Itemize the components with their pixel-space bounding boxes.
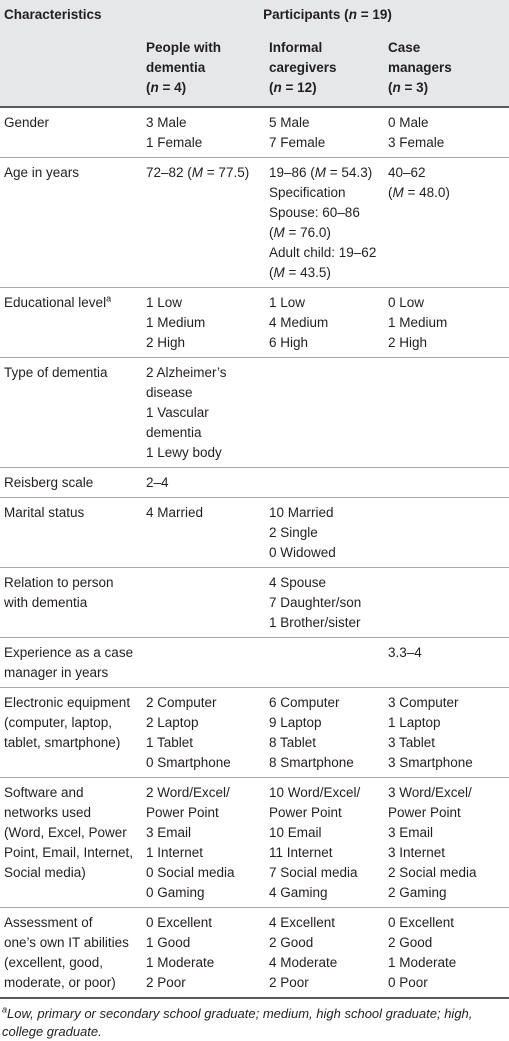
cell-line: 1 Low (146, 295, 183, 310)
cell-line: Social media) (4, 865, 86, 880)
table-row-education (0, 288, 509, 358)
cell-case-managers (388, 468, 509, 498)
cell-line: Marital status (4, 505, 85, 520)
row-label (0, 638, 146, 688)
cell-informal-caregivers (269, 778, 388, 908)
cell-line: manager in years (4, 665, 109, 680)
cell-line: (computer, laptop, (4, 715, 113, 730)
cell-line: with dementia (4, 595, 88, 610)
cell-line: 0 Gaming (146, 885, 205, 900)
cell-line: 3 Internet (388, 845, 446, 860)
cell-line: 2 Poor (146, 975, 186, 990)
table-footnote: $^a$Low, primary or secondary school graduate; medium, high school graduate; high, college graduate. (0, 997, 509, 1041)
cell-informal-caregivers (269, 638, 388, 688)
table-row-equipment (0, 688, 509, 778)
cell-line: 1 Vascular (146, 405, 209, 420)
row-label (0, 778, 146, 908)
cell-case-managers (388, 778, 509, 908)
cell-line: 3 Male (146, 115, 187, 130)
cell-line: 2 Computer (146, 695, 217, 710)
cell-line: 10 Word/Excel/ (269, 785, 361, 800)
cell-line: 4 Gaming (269, 885, 328, 900)
group-header-case-managers: Case managers (n = 3) (388, 36, 509, 108)
table-row-software (0, 778, 509, 908)
table-row-experience (0, 638, 509, 688)
cell-informal-caregivers (269, 498, 388, 568)
cell-line: 1 Moderate (388, 955, 457, 970)
cell-informal-caregivers: 19–86 (M = 54.3) Specification Spouse: 60–86 (M = 76.0) Adult child: 19–62 (M = 43.5) (269, 158, 388, 288)
cell-line: tablet, smartphone) (4, 735, 121, 750)
cell-case-managers (388, 568, 509, 638)
cell-people-with-dementia (146, 568, 269, 638)
row-label (0, 908, 146, 998)
cell-line: 8 Tablet (269, 735, 317, 750)
cell-line: Type of dementia (4, 365, 108, 380)
cell-line: 2 Good (269, 935, 314, 950)
row-label (0, 688, 146, 778)
cell-line: Power Point (388, 805, 461, 820)
cell-line: 2 High (146, 335, 186, 350)
row-label (0, 468, 146, 498)
cell-line: 4 Moderate (269, 955, 338, 970)
cell-line: 2 Laptop (146, 715, 199, 730)
cell-informal-caregivers (269, 908, 388, 998)
group-header-people-with-dementia: People with dementia (n = 4) (146, 36, 269, 108)
cell-line: 1 Moderate (146, 955, 215, 970)
characteristics-header: Characteristics (0, 0, 146, 36)
cell-line: 3 Computer (388, 695, 459, 710)
cell-people-with-dementia (146, 688, 269, 778)
row-label (0, 107, 146, 158)
cell-people-with-dementia (146, 908, 269, 998)
cell-people-with-dementia (146, 778, 269, 908)
cell-line: 2 Poor (269, 975, 309, 990)
cell-line: 0 Widowed (269, 545, 336, 560)
cell-people-with-dementia (146, 498, 269, 568)
cell-line: 3.3–4 (388, 645, 422, 660)
cell-line: one’s own IT abilities (4, 935, 129, 950)
footnote-marker: a (2, 1004, 8, 1015)
table-row-it-abilities (0, 908, 509, 998)
cell-line: Age in years (4, 165, 80, 180)
cell-line: 0 Excellent (388, 915, 455, 930)
cell-case-managers (388, 638, 509, 688)
cell-line: 1 Medium (146, 315, 206, 330)
cell-line: 10 Married (269, 505, 334, 520)
cell-informal-caregivers (269, 358, 388, 468)
row-label (0, 498, 146, 568)
table-row-age (0, 158, 509, 288)
participants-header: Participants (n = 19) (146, 0, 509, 36)
cell-line: 1 Internet (146, 845, 204, 860)
cell-line: 4 Married (146, 505, 204, 520)
cell-line: (excellent, good, (4, 955, 104, 970)
cell-line: 1 Low (269, 295, 306, 310)
row-label (0, 158, 146, 288)
header-row-2 (0, 36, 509, 108)
cell-line: 5 Male (269, 115, 310, 130)
cell-line: 2–4 (146, 475, 169, 490)
cell-people-with-dementia (146, 468, 269, 498)
cell-line: 2 Alzheimer’s (146, 365, 227, 380)
cell-informal-caregivers (269, 288, 388, 358)
cell-line: Power Point (269, 805, 342, 820)
cell-line: 3 Email (388, 825, 434, 840)
cell-line: 2 High (388, 335, 428, 350)
cell-line: (Word, Excel, Power (4, 825, 127, 840)
footnote-marker: a (106, 293, 112, 304)
cell-line: 1 Medium (388, 315, 448, 330)
cell-line: 1 Laptop (388, 715, 441, 730)
cell-line: 0 Smartphone (146, 755, 231, 770)
cell-line: 3 Female (388, 135, 445, 150)
cell-line: 8 Smartphone (269, 755, 354, 770)
cell-people-with-dementia: 72–82 (M = 77.5) (146, 158, 269, 288)
row-label (0, 568, 146, 638)
cell-line: 0 Excellent (146, 915, 213, 930)
group-header-informal-caregivers: Informal caregivers (n = 12) (269, 36, 388, 108)
cell-line: Reisberg scale (4, 475, 94, 490)
cell-line: 0 Male (388, 115, 429, 130)
cell-line: Electronic equipment (4, 695, 131, 710)
cell-informal-caregivers (269, 468, 388, 498)
cell-case-managers (388, 908, 509, 998)
row-label (0, 358, 146, 468)
cell-line: 1 Tablet (146, 735, 194, 750)
cell-informal-caregivers (269, 107, 388, 158)
cell-line: 1 Brother/sister (269, 615, 361, 630)
cell-line: 9 Laptop (269, 715, 322, 730)
cell-people-with-dementia (146, 288, 269, 358)
cell-people-with-dementia (146, 107, 269, 158)
cell-line: Gender (4, 115, 50, 130)
cell-line: 2 Single (269, 525, 318, 540)
cell-case-managers (388, 358, 509, 468)
cell-people-with-dementia (146, 638, 269, 688)
cell-line: dementia (146, 425, 202, 440)
cell-line: 2 Gaming (388, 885, 447, 900)
cell-case-managers: 40–62 (M = 48.0) (388, 158, 509, 288)
cell-line: 2 Social media (388, 865, 477, 880)
cell-line: Power Point (146, 805, 219, 820)
cell-line: 3 Tablet (388, 735, 436, 750)
cell-people-with-dementia (146, 358, 269, 468)
cell-line: Experience as a case (4, 645, 134, 660)
cell-line: moderate, or poor) (4, 975, 116, 990)
cell-line: networks used (4, 805, 92, 820)
cell-line: 3 Word/Excel/ (388, 785, 472, 800)
cell-informal-caregivers (269, 688, 388, 778)
row-label: Educational level$^a$ (0, 288, 146, 358)
cell-line: 3 Email (146, 825, 192, 840)
header-row-1 (0, 0, 509, 36)
cell-line: 2 Word/Excel/ (146, 785, 230, 800)
empty-header-cell (0, 36, 146, 108)
cell-line: Relation to person (4, 575, 114, 590)
table-row-relation (0, 568, 509, 638)
cell-line: 0 Social media (146, 865, 235, 880)
cell-line: 4 Medium (269, 315, 329, 330)
cell-line: 11 Internet (269, 845, 333, 860)
cell-informal-caregivers (269, 568, 388, 638)
cell-line: 4 Spouse (269, 575, 327, 590)
cell-line: Software and (4, 785, 84, 800)
cell-line: 0 Poor (388, 975, 428, 990)
cell-case-managers (388, 498, 509, 568)
cell-line: 7 Social media (269, 865, 358, 880)
cell-case-managers (388, 288, 509, 358)
cell-line: 1 Lewy body (146, 445, 222, 460)
cell-line: 10 Email (269, 825, 322, 840)
cell-line: 2 Good (388, 935, 433, 950)
cell-line: disease (146, 385, 193, 400)
cell-line: 1 Good (146, 935, 191, 950)
cell-case-managers (388, 688, 509, 778)
cell-line: 1 Female (146, 135, 203, 150)
table-row-reisberg (0, 468, 509, 498)
table-row-dementia-type (0, 358, 509, 468)
cell-line: 6 High (269, 335, 309, 350)
cell-case-managers (388, 107, 509, 158)
cell-line: 7 Female (269, 135, 326, 150)
table-row-marital (0, 498, 509, 568)
cell-line: 0 Low (388, 295, 425, 310)
cell-line: 3 Smartphone (388, 755, 473, 770)
table-row-gender (0, 107, 509, 158)
cell-line: 4 Excellent (269, 915, 336, 930)
cell-line: 7 Daughter/son (269, 595, 362, 610)
cell-line: Assessment of (4, 915, 93, 930)
cell-line: 6 Computer (269, 695, 340, 710)
cell-line: Point, Email, Internet, (4, 845, 134, 860)
